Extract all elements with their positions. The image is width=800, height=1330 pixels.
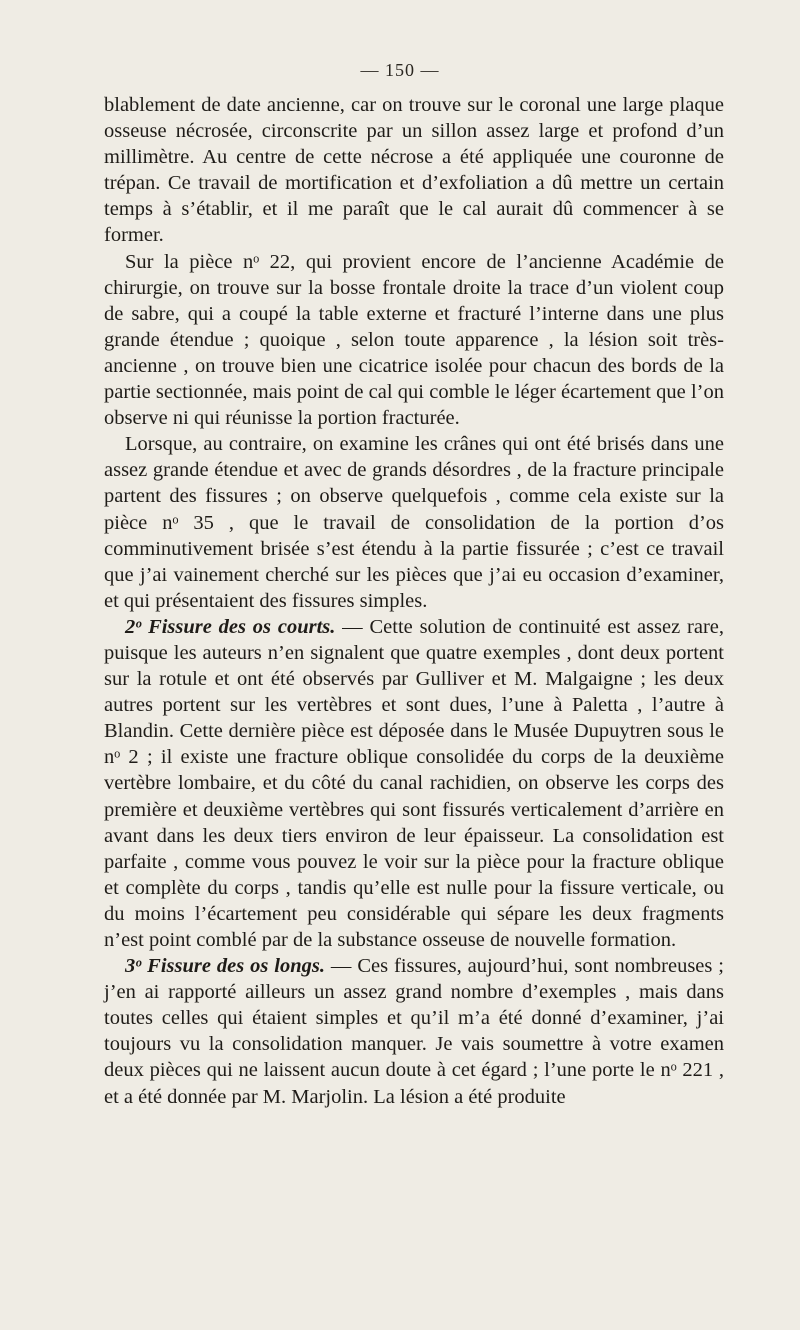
- paragraph-2-text: Sur la pièce nᵒ 22, qui provient encore de l’ancienne Académie de chirurgie, on trouve sur la bosse frontale droite la trace d’un violent coup de sabre, qui a coupé la table externe et fracturé l’interne dans une plus grande étendue ; quoique , selon toute apparence , la lésion soit très-ancienne , on trouve bien une cicatrice isolée pour chacun des bords de la partie sectionnée, mais point de cal qui comble le léger écartement que l’on observe ni qui réunisse la portion fracturée.: [104, 250, 724, 430]
- paragraph-2: [104, 249, 724, 432]
- paragraph-5-text: — Ces fissures, aujourd’hui, sont nombreuses ; j’en ai rapporté ailleurs un assez grand nombre d’exemples , mais dans toutes celles qui étaient simples et qu’il m’a été donné d’examiner, j’ai toujours vu la consolidation manquer. Je vais soumettre à votre examen deux pièces qui ne laissent aucun doute à cet égard ; l’une porte le nᵒ 221 , et a été donnée par M. Marjolin. La lésion a été produite: [104, 955, 725, 1108]
- section-heading-long-bones: 3ᵒ Fissure des os longs.: [125, 955, 325, 978]
- section-heading-short-bones: 2ᵒ Fissure des os courts.: [125, 615, 336, 638]
- paragraph-1: [104, 92, 724, 249]
- body-text: [104, 92, 724, 1110]
- paragraph-1-text: blablement de date ancienne, car on trouve sur le coronal une large plaque osseuse nécrosée, circonscrite par un sillon assez large et profond d’un millimètre. Au centre de cette nécrose a été appliquée une couronne de trépan. Ce travail de mortification et d’exfoliation a dû mettre un certain temps à s’établir, et il me paraît que le cal aurait dû commencer à se former.: [104, 94, 724, 247]
- paragraph-3-text: Lorsque, au contraire, on examine les crânes qui ont été brisés dans une assez grande étendue et avec de grands désordres , de la fracture principale partent des fissures ; on observe quelquefois , comme cela existe sur la pièce nᵒ 35 , que le travail de consolidation de la portion d’os comminutivement brisée s’est étendu à la partie fissurée ; c’est ce travail que j’ai vainement cherché sur les pièces que j’ai eu occasion d’examiner, et qui présentaient des fissures simples.: [104, 433, 724, 612]
- paragraph-3: [104, 431, 724, 614]
- paragraph-4-text: — Cette solution de continuité est assez rare, puisque les auteurs n’en signalent que quatre exemples , dont deux portent sur la rotule et ont été observés par Gulliver et M. Malgaigne ; les deux autres portent sur les vertèbres et sont dues, l’une à Paletta , l’autre à Blandin. Cette dernière pièce est déposée dans le Musée Dupuytren sous le nᵒ 2 ; il existe une fracture oblique consolidée du corps de la deuxième vertèbre lombaire, et du côté du canal rachidien, on observe les corps des première et deuxième vertèbres qui sont fissurés verticalement d’arrière en avant dans les deux tiers environ de leur épaisseur. La consolidation est parfaite , comme vous pouvez le voir sur la pièce pour la fracture oblique et complète du corps , tandis qu’elle est nulle pour la fissure verticale, ou du moins l’écartement peu considérable qui sépare les deux fragments n’est point comblé par de la substance osseuse de nouvelle formation.: [104, 615, 724, 951]
- paragraph-5: [104, 953, 724, 1110]
- page-number: — 150 —: [360, 60, 440, 80]
- paragraph-4: [104, 614, 724, 953]
